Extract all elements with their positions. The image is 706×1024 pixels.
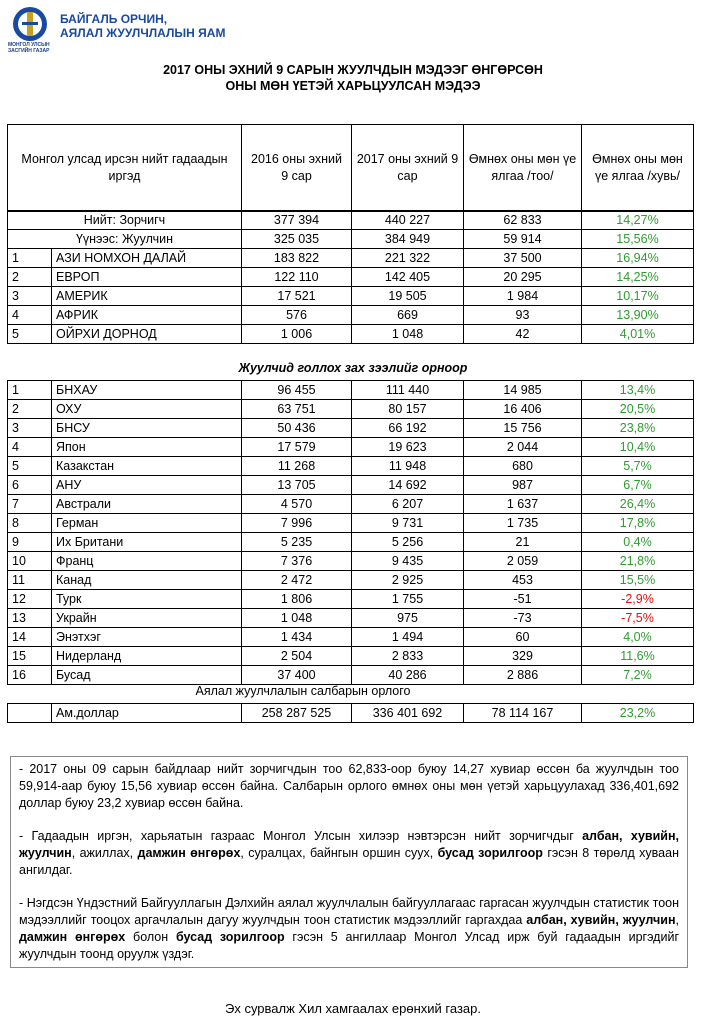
row-number: 11 xyxy=(8,571,52,590)
value-pct: 21,8% xyxy=(582,552,694,571)
table-row xyxy=(8,533,694,552)
note-2-text: , ажиллах, xyxy=(71,846,138,860)
row-label: Герман xyxy=(52,514,242,533)
value-diff: 1 735 xyxy=(464,514,582,533)
value-2016: 1 006 xyxy=(242,325,352,344)
value-pct: 23,8% xyxy=(582,419,694,438)
table-row xyxy=(8,457,694,476)
value-2017: 111 440 xyxy=(352,381,464,400)
value-pct: -2,9% xyxy=(582,590,694,609)
note-2-text: , суралцах, байнгын оршин суух, xyxy=(240,846,438,860)
row-label: Украйн xyxy=(52,609,242,628)
value-diff: 21 xyxy=(464,533,582,552)
document-title xyxy=(0,62,706,94)
note-3-bold: дамжин өнгөрөх xyxy=(19,930,126,944)
row-number: 10 xyxy=(8,552,52,571)
value-diff: 42 xyxy=(464,325,582,344)
value-diff: 59 914 xyxy=(464,230,582,249)
value-pct: 4,0% xyxy=(582,628,694,647)
table-row xyxy=(8,438,694,457)
value-2016: 122 110 xyxy=(242,268,352,287)
note-2-bold: дамжин өнгөрөх xyxy=(137,846,241,860)
table-row xyxy=(8,230,694,249)
value-pct: 10,4% xyxy=(582,438,694,457)
totals-table xyxy=(7,210,694,249)
value-2016: 50 436 xyxy=(242,419,352,438)
value-diff: 2 059 xyxy=(464,552,582,571)
row-number: 9 xyxy=(8,533,52,552)
value-2016: 2 504 xyxy=(242,647,352,666)
row-number: 3 xyxy=(8,287,52,306)
note-3-text: , xyxy=(675,913,679,927)
countries-table xyxy=(7,380,694,685)
row-label: БНХАУ xyxy=(52,381,242,400)
note-3-text: болон xyxy=(125,930,176,944)
row-number: 7 xyxy=(8,495,52,514)
table-row xyxy=(8,306,694,325)
row-label: БНСУ xyxy=(52,419,242,438)
value-diff: 20 295 xyxy=(464,268,582,287)
value-diff: 680 xyxy=(464,457,582,476)
table-row xyxy=(8,381,694,400)
value-pct: 10,17% xyxy=(582,287,694,306)
value-diff: 16 406 xyxy=(464,400,582,419)
value-2017: 66 192 xyxy=(352,419,464,438)
value-2016: 2 472 xyxy=(242,571,352,590)
row-number: 3 xyxy=(8,419,52,438)
row-label: Австрали xyxy=(52,495,242,514)
header xyxy=(8,4,308,54)
source-note: Эх сурвалж Хил хамгаалах ерөнхий газар. xyxy=(225,1001,481,1016)
value-2017: 384 949 xyxy=(352,230,464,249)
income-2016: 258 287 525 xyxy=(242,704,352,723)
table-row xyxy=(8,325,694,344)
value-diff: 329 xyxy=(464,647,582,666)
row-label: Казакстан xyxy=(52,457,242,476)
value-2016: 7 376 xyxy=(242,552,352,571)
value-diff: 1 984 xyxy=(464,287,582,306)
row-number: 6 xyxy=(8,476,52,495)
value-pct: 11,6% xyxy=(582,647,694,666)
row-number: 13 xyxy=(8,609,52,628)
note-2-text: - Гадаадын иргэн, харьяатын газраас Монгол Улсын хилээр нэвтэрсэн нийт зорчигчдыг xyxy=(19,829,583,843)
row-number: 5 xyxy=(8,325,52,344)
value-2017: 80 157 xyxy=(352,400,464,419)
value-2016: 63 751 xyxy=(242,400,352,419)
value-diff: 37 500 xyxy=(464,249,582,268)
value-2016: 1 434 xyxy=(242,628,352,647)
row-label: Үүнээс: Жуулчин xyxy=(8,230,242,249)
income-row xyxy=(8,704,694,723)
note-2-bold: бусад зорилгоор xyxy=(437,846,543,860)
row-label: Турк xyxy=(52,590,242,609)
row-number: 16 xyxy=(8,666,52,685)
note-3-text: гэсэн 5 ангиллаар Монгол Улсад ирж буй гадаадын иргэдийг жуулчдын тоонд оруулж үздэг. xyxy=(19,930,679,961)
title-line-1: 2017 ОНЫ ЭХНИЙ 9 САРЫН ЖУУЛЧДЫН МЭДЭЭГ ӨНГӨРСӨН xyxy=(163,63,543,77)
value-2016: 1 806 xyxy=(242,590,352,609)
table-row xyxy=(8,268,694,287)
row-number: 4 xyxy=(8,438,52,457)
value-2017: 1 755 xyxy=(352,590,464,609)
row-label: Япон xyxy=(52,438,242,457)
note-2-bold: албан, хувийн, жуулчин xyxy=(19,829,679,860)
table-row xyxy=(8,590,694,609)
value-diff: 2 886 xyxy=(464,666,582,685)
value-2017: 19 505 xyxy=(352,287,464,306)
value-2017: 9 731 xyxy=(352,514,464,533)
value-2017: 6 207 xyxy=(352,495,464,514)
value-pct: 0,4% xyxy=(582,533,694,552)
note-2 xyxy=(19,828,679,879)
column-header-diff: Өмнөх оны мөн үе ялгаа /тоо/ xyxy=(464,125,582,212)
value-pct: 15,56% xyxy=(582,230,694,249)
income-row-number xyxy=(8,704,52,723)
note-3-bold: бусад зорилгоор xyxy=(175,930,285,944)
income-diff: 78 114 167 xyxy=(464,704,582,723)
table-row xyxy=(8,249,694,268)
value-diff: -51 xyxy=(464,590,582,609)
value-pct: -7,5% xyxy=(582,609,694,628)
value-diff: 15 756 xyxy=(464,419,582,438)
value-pct: 26,4% xyxy=(582,495,694,514)
value-2017: 221 322 xyxy=(352,249,464,268)
value-2017: 2 833 xyxy=(352,647,464,666)
row-label: АМЕРИК xyxy=(52,287,242,306)
row-number: 15 xyxy=(8,647,52,666)
value-2016: 576 xyxy=(242,306,352,325)
value-2016: 325 035 xyxy=(242,230,352,249)
row-label: Франц xyxy=(52,552,242,571)
value-diff: 60 xyxy=(464,628,582,647)
income-title: Аялал жуулчлалын салбарын орлого xyxy=(195,684,411,698)
value-2017: 975 xyxy=(352,609,464,628)
row-label: Нидерланд xyxy=(52,647,242,666)
value-pct: 17,8% xyxy=(582,514,694,533)
table-row xyxy=(8,495,694,514)
table-row xyxy=(8,287,694,306)
value-pct: 14,27% xyxy=(582,211,694,230)
row-number: 8 xyxy=(8,514,52,533)
note-3-text: - Нэгдсэн Үндэстний Байгууллагын Дэлхийн аялал жуулчлалын байгууллагаас гаргасан жуулчдын статистик тоон мэдээллийг тооцох аргачлалын дагуу жуулчдын тоон статистик мэдээллийг гаргахдаа xyxy=(19,896,679,927)
row-number: 5 xyxy=(8,457,52,476)
ministry-name xyxy=(60,12,225,40)
row-label: ОЙРХИ ДОРНОД xyxy=(52,325,242,344)
value-pct: 4,01% xyxy=(582,325,694,344)
value-2017: 440 227 xyxy=(352,211,464,230)
regions-table xyxy=(7,248,694,344)
row-label: АНУ xyxy=(52,476,242,495)
row-label: АФРИК xyxy=(52,306,242,325)
value-2017: 19 623 xyxy=(352,438,464,457)
row-number: 4 xyxy=(8,306,52,325)
row-label: АЗИ НОМХОН ДАЛАЙ xyxy=(52,249,242,268)
column-header-2016: 2016 оны эхний 9 сар xyxy=(242,125,352,212)
value-2016: 17 579 xyxy=(242,438,352,457)
value-diff: 14 985 xyxy=(464,381,582,400)
value-2016: 11 268 xyxy=(242,457,352,476)
table-row xyxy=(8,552,694,571)
value-pct: 6,7% xyxy=(582,476,694,495)
value-2016: 37 400 xyxy=(242,666,352,685)
header-table xyxy=(7,124,694,212)
table-row xyxy=(8,666,694,685)
column-header-2017: 2017 оны эхний 9 сар xyxy=(352,125,464,212)
table-row xyxy=(8,571,694,590)
value-diff: 62 833 xyxy=(464,211,582,230)
value-2016: 7 996 xyxy=(242,514,352,533)
row-number: 2 xyxy=(8,400,52,419)
value-2017: 1 494 xyxy=(352,628,464,647)
value-pct: 15,5% xyxy=(582,571,694,590)
note-2-text: гэсэн 8 төрөлд хуваан ангилдаг. xyxy=(19,846,679,877)
row-label: Бусад xyxy=(52,666,242,685)
column-header-pct: Өмнөх оны мөн үе ялгаа /хувь/ xyxy=(582,125,694,212)
table-row xyxy=(8,514,694,533)
value-2016: 4 570 xyxy=(242,495,352,514)
note-3 xyxy=(19,895,679,963)
value-2016: 17 521 xyxy=(242,287,352,306)
table-row xyxy=(8,476,694,495)
value-2017: 9 435 xyxy=(352,552,464,571)
value-2016: 183 822 xyxy=(242,249,352,268)
income-2017: 336 401 692 xyxy=(352,704,464,723)
column-header-origin: Монгол улсад ирсэн нийт гадаадын иргэд xyxy=(8,125,242,212)
value-2017: 2 925 xyxy=(352,571,464,590)
value-diff: 2 044 xyxy=(464,438,582,457)
row-number: 12 xyxy=(8,590,52,609)
table-row xyxy=(8,400,694,419)
row-label: Нийт: Зорчигч xyxy=(8,211,242,230)
table-row xyxy=(8,609,694,628)
row-number: 2 xyxy=(8,268,52,287)
row-label: Их Британи xyxy=(52,533,242,552)
value-2017: 40 286 xyxy=(352,666,464,685)
row-label: ОХУ xyxy=(52,400,242,419)
value-diff: 453 xyxy=(464,571,582,590)
table-row xyxy=(8,628,694,647)
row-label: ЕВРОП xyxy=(52,268,242,287)
row-number: 1 xyxy=(8,381,52,400)
row-label: Энэтхэг xyxy=(52,628,242,647)
value-2017: 669 xyxy=(352,306,464,325)
value-2016: 13 705 xyxy=(242,476,352,495)
note-1: - 2017 оны 09 сарын байдлаар нийт зорчигчдын тоо 62,833-оор буюу 14,27 хувиар өссөн ба жуулчдын тоо 59,914-аар буюу 15,56 хувиар өссөн байна. Салбарын орлого өмнөх оны мөн үетэй харьцуулахад 336,401,692 доллар буюу 23,2 хувиар өссөн байна. xyxy=(19,762,679,810)
note-3-bold: албан, хувийн, жуулчин xyxy=(526,913,676,927)
ministry-line-2: АЯЛАЛ ЖУУЛЧЛАЛЫН ЯАМ xyxy=(60,26,226,40)
value-2016: 1 048 xyxy=(242,609,352,628)
title-line-2: ОНЫ МӨН ҮЕТЭЙ ХАРЬЦУУЛСАН МЭДЭЭ xyxy=(225,79,481,93)
value-diff: 1 637 xyxy=(464,495,582,514)
row-number: 1 xyxy=(8,249,52,268)
notes-box xyxy=(10,756,688,968)
value-pct: 13,4% xyxy=(582,381,694,400)
value-2017: 11 948 xyxy=(352,457,464,476)
value-2016: 5 235 xyxy=(242,533,352,552)
value-2017: 1 048 xyxy=(352,325,464,344)
value-pct: 7,2% xyxy=(582,666,694,685)
income-pct: 23,2% xyxy=(582,704,694,723)
logo-caption: МОНГОЛ УЛСЫН ЗАСГИЙН ГАЗАР xyxy=(8,42,50,54)
table-row xyxy=(8,647,694,666)
value-diff: 987 xyxy=(464,476,582,495)
value-pct: 13,90% xyxy=(582,306,694,325)
value-pct: 20,5% xyxy=(582,400,694,419)
value-diff: 93 xyxy=(464,306,582,325)
row-label: Канад xyxy=(52,571,242,590)
ministry-line-1: БАЙГАЛЬ ОРЧИН, xyxy=(60,12,168,26)
section-title: Жуулчид голлох зах зээлийг орноор xyxy=(238,361,468,375)
table-row xyxy=(8,419,694,438)
income-table xyxy=(7,703,694,723)
value-2017: 5 256 xyxy=(352,533,464,552)
value-2017: 142 405 xyxy=(352,268,464,287)
table-row xyxy=(8,211,694,230)
value-2017: 14 692 xyxy=(352,476,464,495)
value-pct: 14,25% xyxy=(582,268,694,287)
value-diff: -73 xyxy=(464,609,582,628)
value-2016: 377 394 xyxy=(242,211,352,230)
value-2016: 96 455 xyxy=(242,381,352,400)
income-label: Ам.доллар xyxy=(52,704,242,723)
row-number: 14 xyxy=(8,628,52,647)
value-pct: 5,7% xyxy=(582,457,694,476)
value-pct: 16,94% xyxy=(582,249,694,268)
